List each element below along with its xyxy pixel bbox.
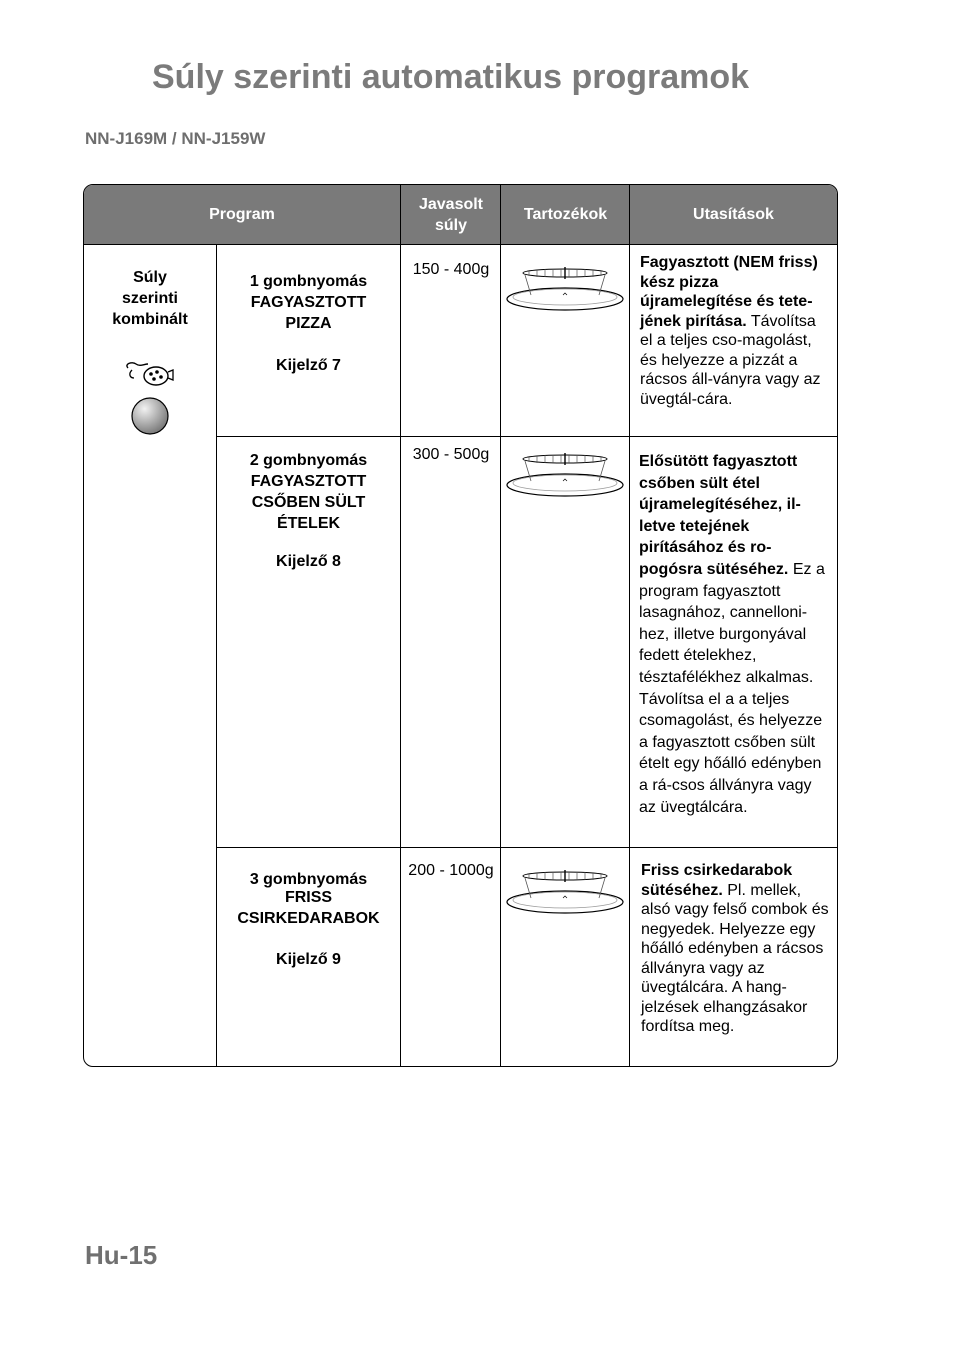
instructions-title: Fagyasztott (NEM friss) kész pizza újramelegítése és tete-jének pirítása. <box>640 254 818 330</box>
program-name: CSŐBEN SÜLT <box>251 494 366 511</box>
model-number: NN-J169M / NN-J159W <box>85 129 266 148</box>
round-button-icon <box>84 396 216 442</box>
instructions-cell-3 <box>641 861 831 1037</box>
category-line2: szerinti <box>121 290 178 307</box>
program-name: CSIRKEDARABOK <box>237 910 380 927</box>
header-divider <box>500 185 501 244</box>
column-divider <box>400 245 401 1066</box>
program-cell-1 <box>217 271 400 376</box>
category-line3: kombinált <box>112 311 188 328</box>
program-name: PIZZA <box>285 315 332 332</box>
combination-grill-microwave-icon <box>84 360 216 396</box>
row-divider <box>217 436 837 437</box>
category-cell <box>84 245 216 442</box>
instructions-text: Pl. mellek, alsó vagy felső combok és negyedek. Helyezze egy hőálló edényben a rácsos állványra vagy az üvegtálcára. A hang-jelzések elhangzásakor fordítsa meg. <box>641 881 829 1035</box>
header-accessories: Tartozékok <box>523 206 608 223</box>
program-name: FRISS <box>284 889 333 906</box>
wire-rack-on-glass-tray-icon <box>501 451 629 506</box>
header-weight-line2: súly <box>434 216 467 234</box>
instructions-cell-2 <box>639 451 832 818</box>
instructions-cell-1 <box>640 253 830 409</box>
column-divider <box>500 245 501 1066</box>
column-divider <box>629 245 630 1066</box>
program-table <box>83 184 838 1067</box>
wire-rack-on-glass-tray-icon <box>501 265 629 320</box>
display-label: Kijelző 8 <box>276 553 341 570</box>
header-divider <box>400 185 401 244</box>
program-press: 3 gombnyomás <box>249 871 368 888</box>
wire-rack-on-glass-tray-icon <box>501 868 629 923</box>
weight-cell-3: 200 - 1000g <box>408 862 494 879</box>
category-line1: Súly <box>133 269 167 286</box>
display-label: Kijelző 9 <box>276 951 341 968</box>
table-header <box>84 185 837 245</box>
instructions-title: Elősütött fagyasztott csőben sült étel újramelegítéséhez, il-letve tetejének pirításához és ro-pogósra sütéséhez. <box>639 453 801 578</box>
header-program: Program <box>209 206 275 223</box>
program-press: 2 gombnyomás <box>249 452 368 469</box>
instructions-title: Friss csirkedarabok sütéséhez. <box>641 862 793 899</box>
row-divider <box>217 847 837 848</box>
page-title: Súly szerinti automatikus programok <box>152 58 750 96</box>
instructions-text: Távolítsa el a teljes cso-magolást, és helyezze a pizzát a rácsos áll-ványra vagy az üvegtál-cára. <box>640 312 821 408</box>
header-weight <box>401 185 501 244</box>
header-instructions: Utasítások <box>693 206 774 223</box>
program-cell-2 <box>217 450 400 572</box>
header-weight-line1: Javasolt <box>418 195 484 213</box>
weight-cell-2: 300 - 500g <box>412 446 490 463</box>
page-number: Hu-15 <box>85 1240 158 1270</box>
program-name: FAGYASZTOTT <box>250 473 367 490</box>
program-name: FAGYASZTOTT <box>250 294 367 311</box>
program-name: ÉTELEK <box>276 515 341 532</box>
program-press: 1 gombnyomás <box>249 273 368 290</box>
weight-cell-1: 150 - 400g <box>412 261 490 278</box>
instructions-text: Ez a program fagyasztott lasagnához, cannelloni-hez, illetve burgonyával fedett ételekhez, tésztafélékhez alkalmas. Távolítsa el a a teljes csomagolást, és helyezze a fagyasztott csőben sült ételt egy hőálló edényben a rá-csos állványra vagy az üvegtálcára. <box>639 560 825 816</box>
program-cell-3 <box>217 871 400 969</box>
header-divider <box>629 185 630 244</box>
display-label: Kijelző 7 <box>276 357 341 374</box>
